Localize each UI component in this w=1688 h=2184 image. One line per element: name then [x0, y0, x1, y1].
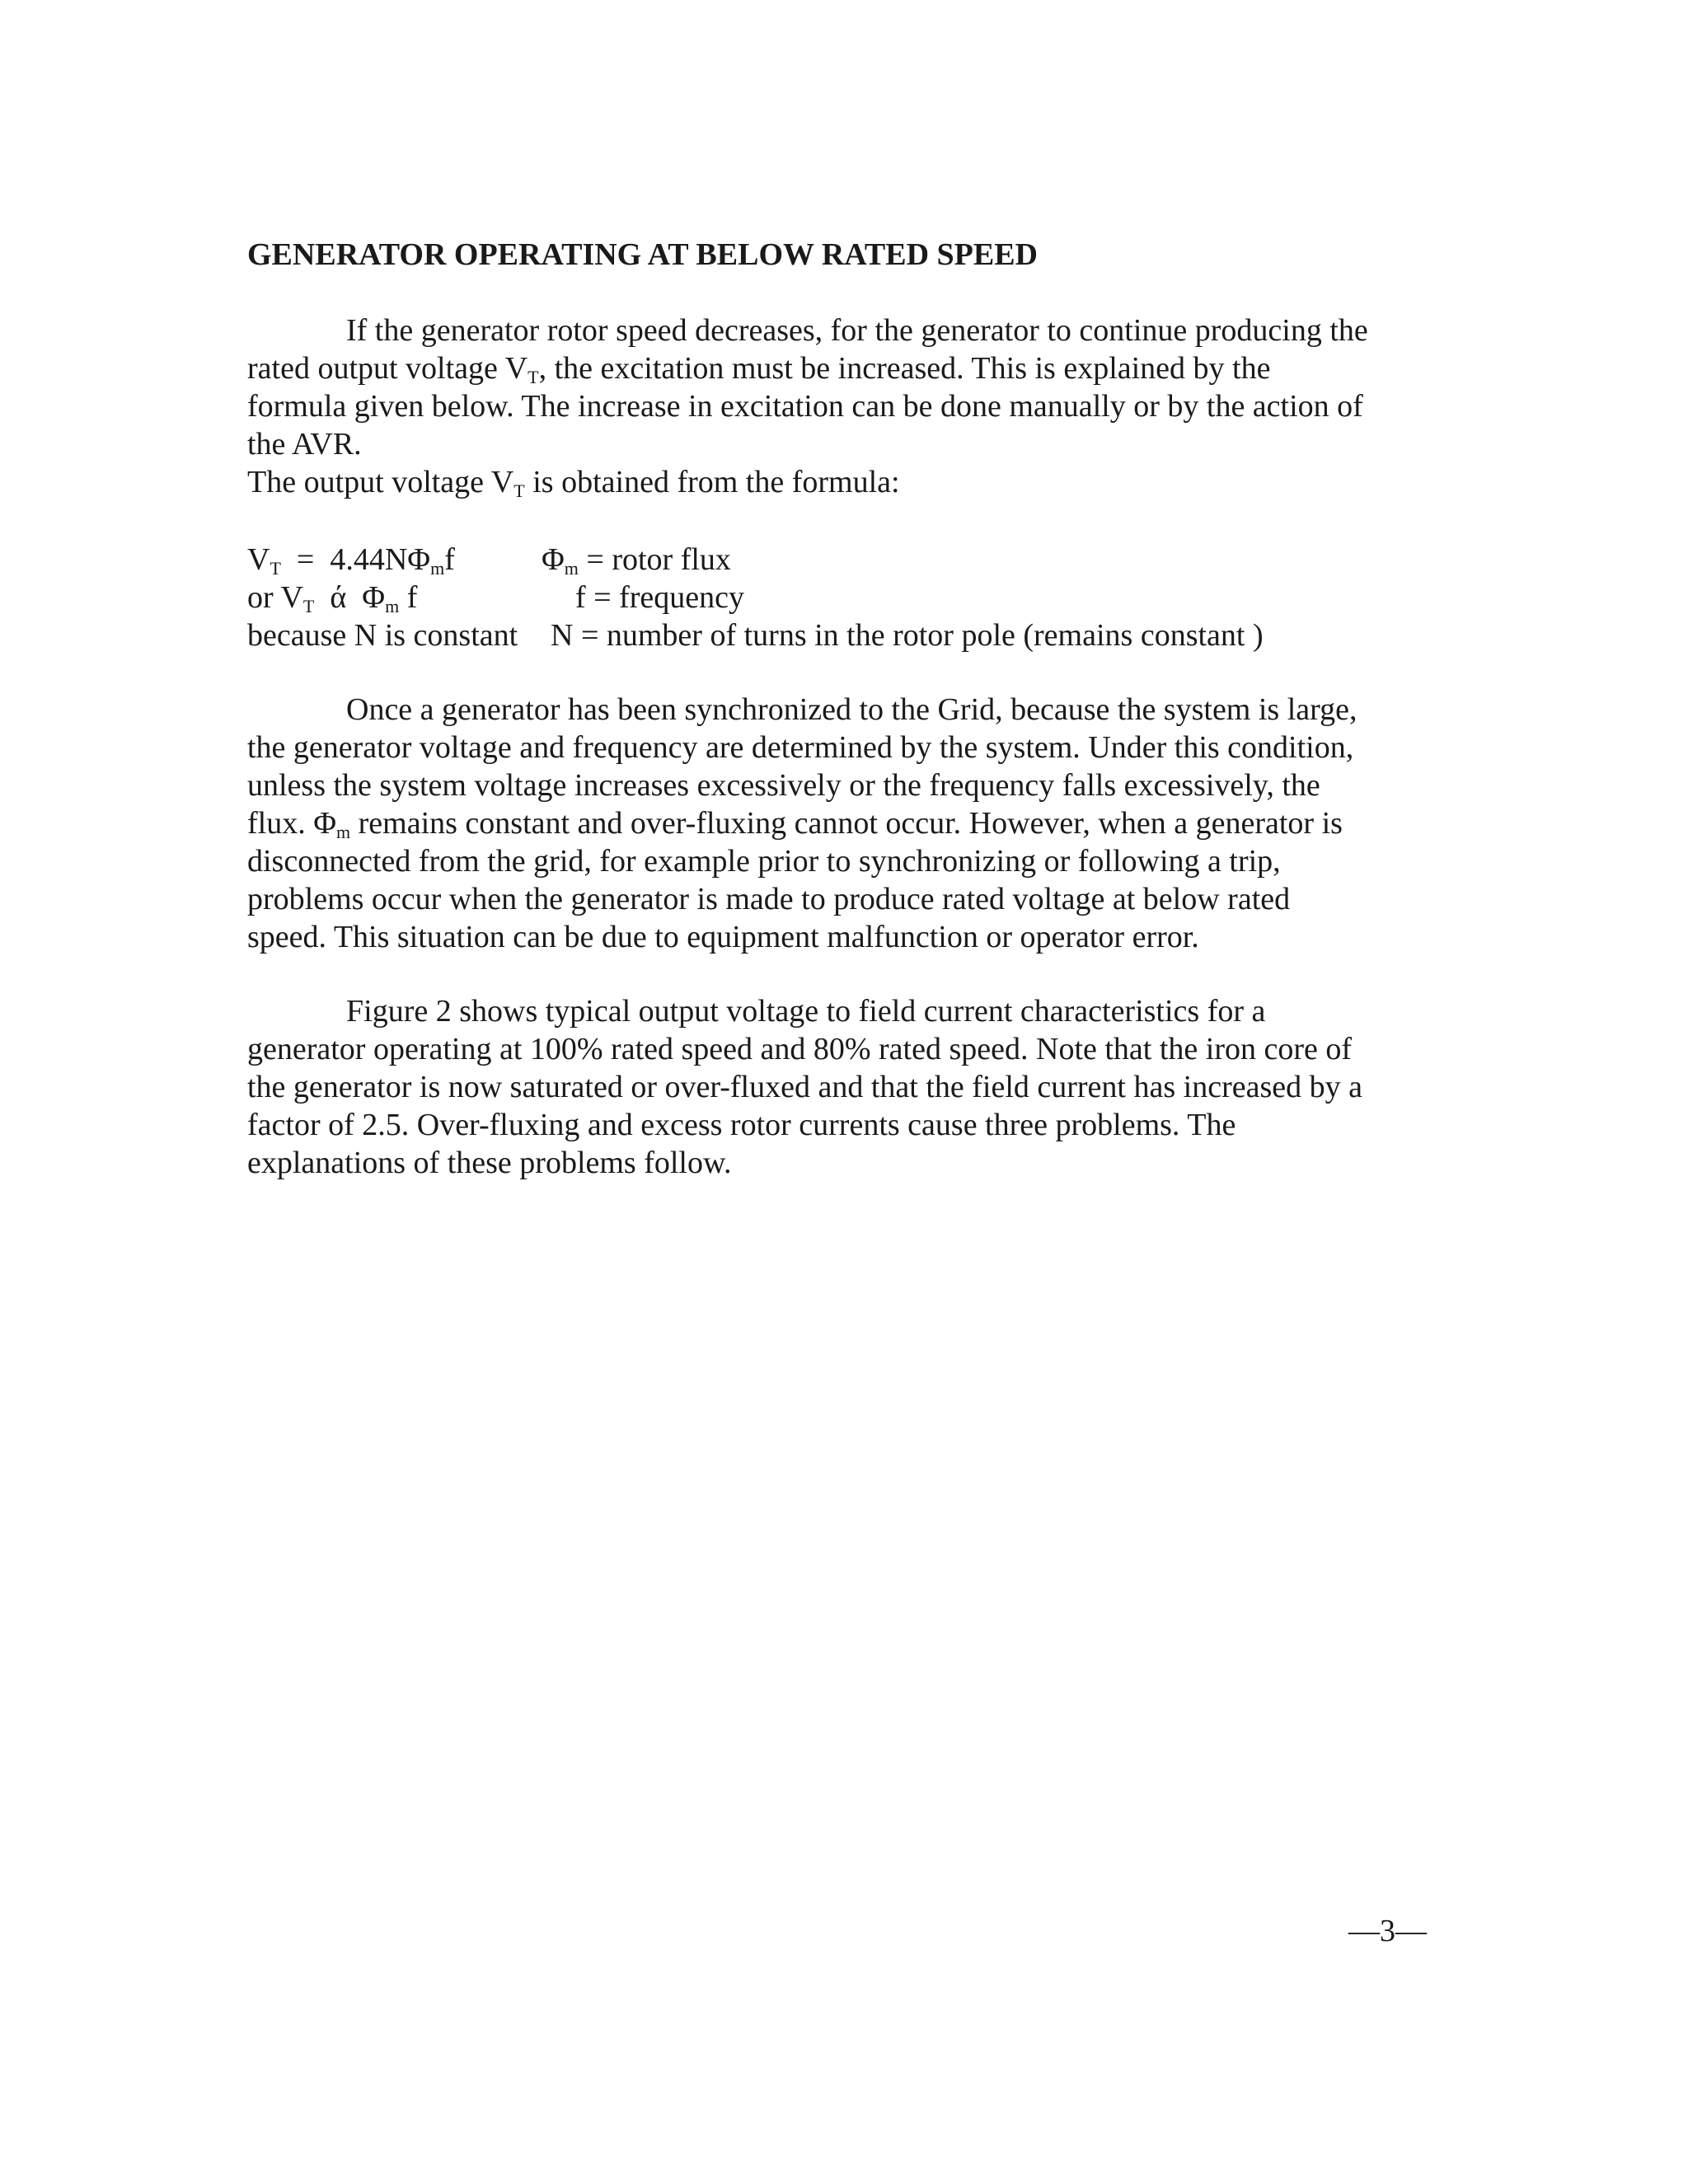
- paragraph-intro: [247, 312, 1442, 501]
- text-line: problems occur when the generator is made to produce rated voltage at below rated: [247, 882, 1291, 916]
- formula-expression: because N is constant: [247, 618, 518, 653]
- formula-definition: $\Phi_m$ = rotor flux: [542, 542, 731, 579]
- formula-definition: f = frequency: [575, 580, 744, 615]
- text-line: disconnected from the grid, for example prior to synchronizing or following a trip,: [247, 844, 1281, 879]
- text-line: the generator is now saturated or over-fluxed and that the field current has increased by a: [247, 1070, 1362, 1104]
- text-line: speed. This situation can be due to equipment malfunction or operator error.: [247, 920, 1199, 954]
- text-line: Once a generator has been synchronized to the Grid, because the system is large,: [346, 692, 1357, 727]
- text-line: Figure 2 shows typical output voltage to field current characteristics for a: [346, 994, 1266, 1029]
- text-line: unless the system voltage increases excessively or the frequency falls excessively, the: [247, 768, 1320, 803]
- text-line: the AVR.: [247, 427, 362, 462]
- text-line: The output voltage $V_T$ is obtained from the formula:: [247, 465, 900, 501]
- formula-expression: $V_T = 4.44N\Phi_mf$: [247, 542, 455, 579]
- text-line: rated output voltage $V_T$, the excitation must be increased. This is explained by the: [247, 351, 1271, 387]
- text-line: formula given below. The increase in excitation can be done manually or by the action of: [247, 389, 1363, 424]
- formula-expression: or $V_T$ ά $\Phi_m$ f: [247, 580, 418, 616]
- page-number: —3—: [1348, 1914, 1427, 1948]
- section-heading: GENERATOR OPERATING AT BELOW RATED SPEED: [247, 237, 1038, 272]
- text-line: the generator voltage and frequency are determined by the system. Under this condition,: [247, 730, 1354, 765]
- paragraph-synchronized: [247, 691, 1442, 956]
- formula-definition: N = number of turns in the rotor pole (remains constant ): [551, 618, 1264, 653]
- text-line: generator operating at 100% rated speed and 80% rated speed. Note that the iron core of: [247, 1032, 1353, 1066]
- paragraph-figure-description: [247, 992, 1442, 1182]
- text-line: flux. $\Phi_m$ remains constant and over-fluxing cannot occur. However, when a generator is: [247, 806, 1343, 842]
- text-line: explanations of these problems follow.: [247, 1146, 732, 1180]
- text-line: factor of 2.5. Over-fluxing and excess rotor currents cause three problems. The: [247, 1108, 1236, 1142]
- text-line: If the generator rotor speed decreases, for the generator to continue producing the: [346, 313, 1368, 348]
